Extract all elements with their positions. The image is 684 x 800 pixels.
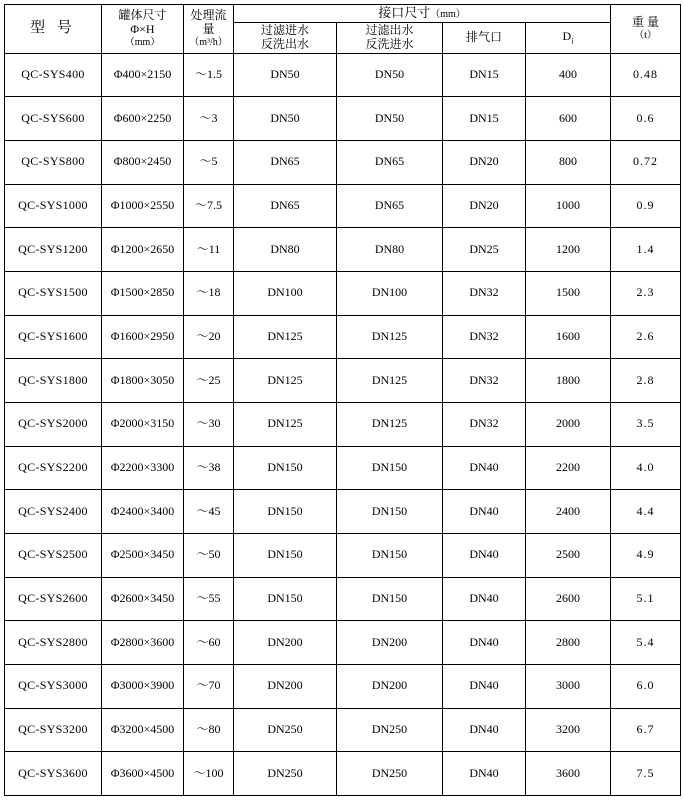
cell-di: 1200	[526, 228, 611, 272]
header-outlet-line2: 反洗进水	[365, 36, 414, 51]
table-row	[5, 708, 681, 752]
cell-model: QC-SYS1600	[5, 315, 102, 359]
cell-tank-size: Φ3000×3900	[102, 664, 184, 708]
cell-model: QC-SYS3000	[5, 664, 102, 708]
header-row-1	[5, 5, 681, 23]
table-row	[5, 752, 681, 796]
cell-model: QC-SYS2400	[5, 490, 102, 534]
cell-tank-size: Φ1000×2550	[102, 184, 184, 228]
cell-inlet: DN100	[234, 271, 337, 315]
cell-di: 600	[526, 97, 611, 141]
cell-tank-size: Φ2200×3300	[102, 446, 184, 490]
header-flow-title: 处理流量	[190, 8, 227, 37]
cell-outlet: DN50	[337, 97, 443, 141]
cell-vent: DN40	[443, 752, 526, 796]
cell-di: 3200	[526, 708, 611, 752]
cell-model: QC-SYS3600	[5, 752, 102, 796]
cell-inlet: DN65	[234, 140, 337, 184]
cell-vent: DN32	[443, 359, 526, 403]
cell-outlet: DN125	[337, 315, 443, 359]
cell-tank-size: Φ2600×3450	[102, 577, 184, 621]
header-inlet-line1: 过滤进水	[260, 22, 309, 37]
cell-flow: ～80	[184, 708, 234, 752]
cell-tank-size: Φ400×2150	[102, 53, 184, 97]
cell-tank-size: Φ600×2250	[102, 97, 184, 141]
cell-tank-size: Φ800×2450	[102, 140, 184, 184]
cell-model: QC-SYS1800	[5, 359, 102, 403]
cell-outlet: DN150	[337, 446, 443, 490]
header-tank-size-sub: Φ×H	[130, 22, 155, 37]
cell-flow: ～1.5	[184, 53, 234, 97]
cell-flow: ～18	[184, 271, 234, 315]
cell-inlet: DN200	[234, 621, 337, 665]
table-row	[5, 271, 681, 315]
header-tank-size-unit: （mm）	[124, 36, 161, 48]
cell-outlet: DN50	[337, 53, 443, 97]
table-row	[5, 228, 681, 272]
cell-tank-size: Φ1800×3050	[102, 359, 184, 403]
cell-weight: 0.9	[611, 184, 681, 228]
cell-model: QC-SYS1200	[5, 228, 102, 272]
cell-di: 2600	[526, 577, 611, 621]
cell-flow: ～25	[184, 359, 234, 403]
cell-di: 2500	[526, 533, 611, 577]
cell-di: 800	[526, 140, 611, 184]
cell-vent: DN40	[443, 664, 526, 708]
cell-inlet: DN80	[234, 228, 337, 272]
cell-vent: DN20	[443, 140, 526, 184]
cell-weight: 0.48	[611, 53, 681, 97]
cell-flow: ～55	[184, 577, 234, 621]
table-row	[5, 184, 681, 228]
cell-di: 3600	[526, 752, 611, 796]
cell-tank-size: Φ1200×2650	[102, 228, 184, 272]
table-row	[5, 621, 681, 665]
header-di-letter: D	[562, 28, 572, 43]
cell-outlet: DN125	[337, 402, 443, 446]
cell-vent: DN32	[443, 402, 526, 446]
cell-model: QC-SYS2000	[5, 402, 102, 446]
cell-inlet: DN50	[234, 53, 337, 97]
cell-di: 1600	[526, 315, 611, 359]
cell-di: 2000	[526, 402, 611, 446]
cell-tank-size: Φ3600×4500	[102, 752, 184, 796]
cell-inlet: DN125	[234, 359, 337, 403]
cell-weight: 2.3	[611, 271, 681, 315]
cell-outlet: DN250	[337, 752, 443, 796]
cell-weight: 6.7	[611, 708, 681, 752]
cell-weight: 5.4	[611, 621, 681, 665]
table-row	[5, 533, 681, 577]
cell-inlet: DN50	[234, 97, 337, 141]
cell-di: 1800	[526, 359, 611, 403]
header-outlet	[337, 22, 443, 53]
cell-flow: ～45	[184, 490, 234, 534]
cell-tank-size: Φ2500×3450	[102, 533, 184, 577]
cell-flow: ～50	[184, 533, 234, 577]
cell-vent: DN25	[443, 228, 526, 272]
specification-table	[4, 4, 681, 796]
cell-weight: 1.4	[611, 228, 681, 272]
cell-vent: DN15	[443, 53, 526, 97]
cell-weight: 2.8	[611, 359, 681, 403]
table-header	[5, 5, 681, 54]
cell-vent: DN40	[443, 708, 526, 752]
header-inlet	[234, 22, 337, 53]
header-tank-size	[102, 5, 184, 54]
cell-di: 1000	[526, 184, 611, 228]
cell-model: QC-SYS600	[5, 97, 102, 141]
cell-outlet: DN150	[337, 533, 443, 577]
cell-outlet: DN150	[337, 490, 443, 534]
header-di	[526, 22, 611, 53]
cell-model: QC-SYS1500	[5, 271, 102, 315]
cell-flow: ～3	[184, 97, 234, 141]
cell-inlet: DN250	[234, 708, 337, 752]
table-body	[5, 53, 681, 795]
cell-vent: DN40	[443, 533, 526, 577]
header-inlet-line2: 反洗出水	[260, 36, 309, 51]
cell-vent: DN40	[443, 577, 526, 621]
cell-flow: ～38	[184, 446, 234, 490]
header-weight-unit: （t）	[634, 29, 657, 41]
cell-outlet: DN200	[337, 621, 443, 665]
header-port-size	[234, 5, 611, 23]
cell-vent: DN15	[443, 97, 526, 141]
cell-tank-size: Φ2800×3600	[102, 621, 184, 665]
cell-weight: 2.6	[611, 315, 681, 359]
cell-tank-size: Φ3200×4500	[102, 708, 184, 752]
header-flow-unit: （m³/h）	[189, 36, 228, 48]
cell-weight: 0.6	[611, 97, 681, 141]
cell-inlet: DN150	[234, 533, 337, 577]
cell-flow: ～20	[184, 315, 234, 359]
cell-model: QC-SYS3200	[5, 708, 102, 752]
cell-inlet: DN150	[234, 446, 337, 490]
header-di-subscript: i	[571, 36, 574, 46]
cell-inlet: DN125	[234, 315, 337, 359]
cell-vent: DN32	[443, 315, 526, 359]
cell-weight: 4.9	[611, 533, 681, 577]
cell-weight: 4.0	[611, 446, 681, 490]
cell-model: QC-SYS800	[5, 140, 102, 184]
cell-di: 2800	[526, 621, 611, 665]
cell-tank-size: Φ1600×2950	[102, 315, 184, 359]
table-row	[5, 97, 681, 141]
cell-outlet: DN150	[337, 577, 443, 621]
cell-di: 1500	[526, 271, 611, 315]
header-weight-title: 重 量	[632, 15, 660, 30]
table-row	[5, 53, 681, 97]
cell-weight: 5.1	[611, 577, 681, 621]
header-model: 型 号	[5, 5, 102, 54]
cell-inlet: DN150	[234, 490, 337, 534]
cell-weight: 4.4	[611, 490, 681, 534]
cell-model: QC-SYS2600	[5, 577, 102, 621]
table-row	[5, 490, 681, 534]
cell-model: QC-SYS2200	[5, 446, 102, 490]
cell-vent: DN40	[443, 621, 526, 665]
cell-weight: 3.5	[611, 402, 681, 446]
cell-inlet: DN125	[234, 402, 337, 446]
table-row	[5, 315, 681, 359]
cell-outlet: DN125	[337, 359, 443, 403]
cell-flow: ～60	[184, 621, 234, 665]
cell-di: 400	[526, 53, 611, 97]
table-row	[5, 140, 681, 184]
header-outlet-line1: 过滤出水	[365, 22, 414, 37]
table-row	[5, 402, 681, 446]
cell-tank-size: Φ2000×3150	[102, 402, 184, 446]
cell-outlet: DN80	[337, 228, 443, 272]
table-row	[5, 446, 681, 490]
header-vent: 排气口	[443, 22, 526, 53]
table-row	[5, 359, 681, 403]
table-row	[5, 664, 681, 708]
cell-outlet: DN250	[337, 708, 443, 752]
cell-flow: ～7.5	[184, 184, 234, 228]
cell-vent: DN40	[443, 490, 526, 534]
cell-flow: ～70	[184, 664, 234, 708]
cell-tank-size: Φ1500×2850	[102, 271, 184, 315]
cell-weight: 6.0	[611, 664, 681, 708]
cell-flow: ～100	[184, 752, 234, 796]
cell-outlet: DN65	[337, 184, 443, 228]
header-tank-size-title: 罐体尺寸	[118, 8, 167, 23]
cell-weight: 0.72	[611, 140, 681, 184]
cell-tank-size: Φ2400×3400	[102, 490, 184, 534]
header-flow	[184, 5, 234, 54]
header-port-size-unit: （mm）	[430, 9, 466, 20]
cell-vent: DN20	[443, 184, 526, 228]
cell-model: QC-SYS400	[5, 53, 102, 97]
cell-inlet: DN65	[234, 184, 337, 228]
table-row	[5, 577, 681, 621]
cell-inlet: DN250	[234, 752, 337, 796]
cell-vent: DN32	[443, 271, 526, 315]
cell-inlet: DN200	[234, 664, 337, 708]
cell-flow: ～30	[184, 402, 234, 446]
cell-di: 2400	[526, 490, 611, 534]
cell-model: QC-SYS1000	[5, 184, 102, 228]
cell-outlet: DN100	[337, 271, 443, 315]
cell-inlet: DN150	[234, 577, 337, 621]
cell-weight: 7.5	[611, 752, 681, 796]
header-port-size-title: 接口尺寸	[378, 5, 431, 20]
cell-di: 3000	[526, 664, 611, 708]
cell-flow: ～5	[184, 140, 234, 184]
cell-vent: DN40	[443, 446, 526, 490]
header-weight	[611, 5, 681, 54]
cell-outlet: DN200	[337, 664, 443, 708]
cell-model: QC-SYS2800	[5, 621, 102, 665]
cell-model: QC-SYS2500	[5, 533, 102, 577]
cell-flow: ～11	[184, 228, 234, 272]
cell-outlet: DN65	[337, 140, 443, 184]
cell-di: 2200	[526, 446, 611, 490]
